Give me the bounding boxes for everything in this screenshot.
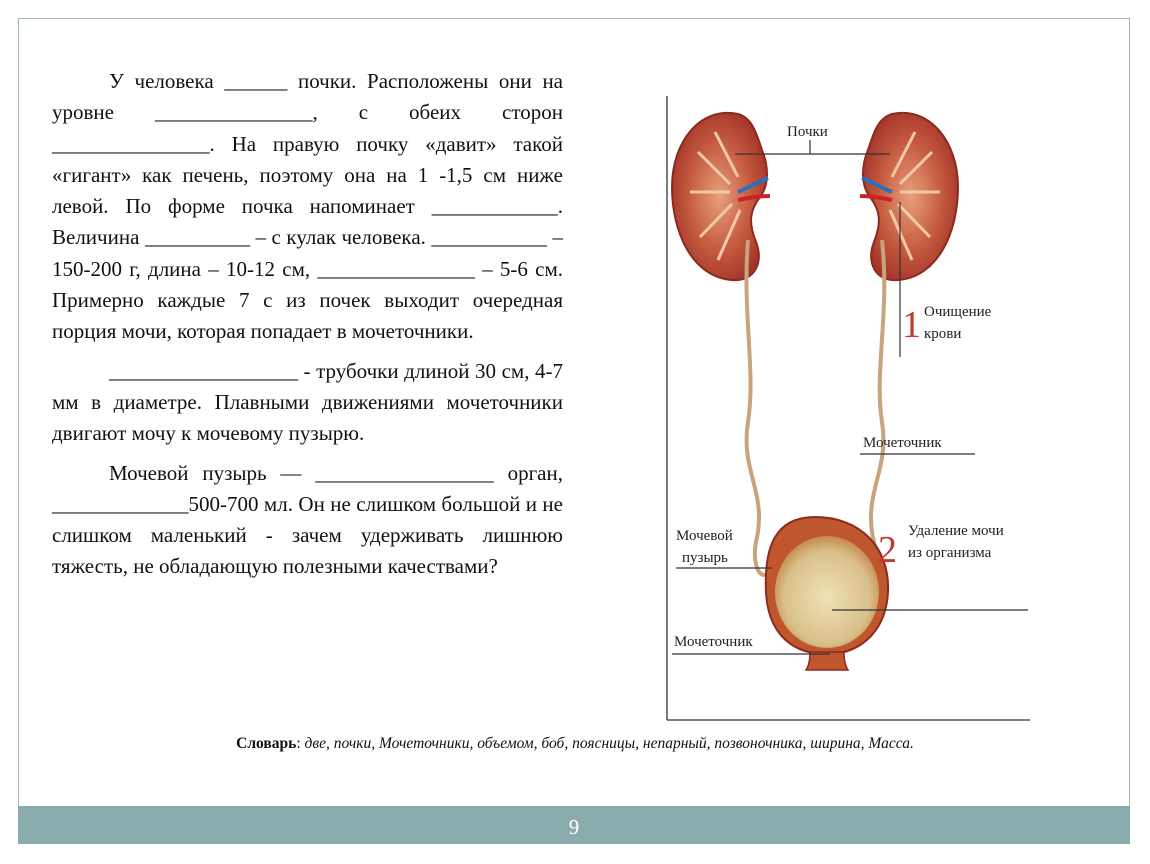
left-kidney — [672, 113, 770, 280]
dictionary-colon: : — [296, 735, 305, 752]
label-ureter: Мочеточник — [863, 435, 942, 451]
dictionary-label: Словарь — [236, 735, 297, 752]
text-block — [52, 66, 563, 591]
label-removal-line1: Удаление мочи — [908, 523, 1004, 539]
label-bladder-line2: пузырь — [682, 550, 728, 566]
urinary-system-figure — [660, 92, 1035, 724]
dictionary-words: две, почки, Мочеточники, объемом, боб, поясницы, непарный, позвоночника, ширина, Масса. — [304, 735, 914, 752]
urinary-system-diagram — [660, 92, 1035, 724]
bladder — [766, 517, 888, 670]
paragraph-bladder: Мочевой пузырь — _________________ орган, _____________500-700 мл. Он не слишком большой и не слишком маленький - зачем удерживать лишнюю тяжесть, не обладающую полезными качествами? — [52, 460, 563, 579]
paragraph-ureters: __________________ - трубочки длиной 30 см, 4-7 мм в диаметре. Плавными движениями мочеточники двигают мочу к мочевому пузырю. — [52, 358, 563, 446]
label-removal-line2: из организма — [908, 545, 992, 561]
right-ureter — [848, 240, 884, 567]
number-one: 1 — [902, 304, 921, 346]
left-ureter — [746, 240, 780, 575]
right-kidney — [860, 113, 958, 280]
label-kidneys: Почки — [787, 124, 828, 140]
label-bladder-line1: Мочевой — [676, 528, 733, 544]
paragraph-kidneys: У человека ______ почки. Расположены они на уровне _______________, с обеих сторон _______________. На правую почку «давит» такой «гигант» как печень, поэтому она на 1 -1,5 см ниже левой. По форме почка напоминает ____________. Величина __________ – с кулак человека. ___________ – 150-200 г, длина – 10-12 см, _______________ – 5-6 см. Примерно каждые 7 с из почек выходит очередная порция мочи, которая попадает в мочеточники. — [52, 69, 563, 344]
number-two: 2 — [878, 529, 897, 571]
dictionary-line — [0, 735, 1150, 753]
label-urethra: Мочеточник — [674, 634, 753, 650]
label-cleaning-line2: крови — [924, 326, 962, 342]
label-cleaning-line1: Очищение — [924, 304, 992, 320]
footer-bar — [18, 806, 1130, 844]
page-number: 9 — [568, 815, 580, 839]
